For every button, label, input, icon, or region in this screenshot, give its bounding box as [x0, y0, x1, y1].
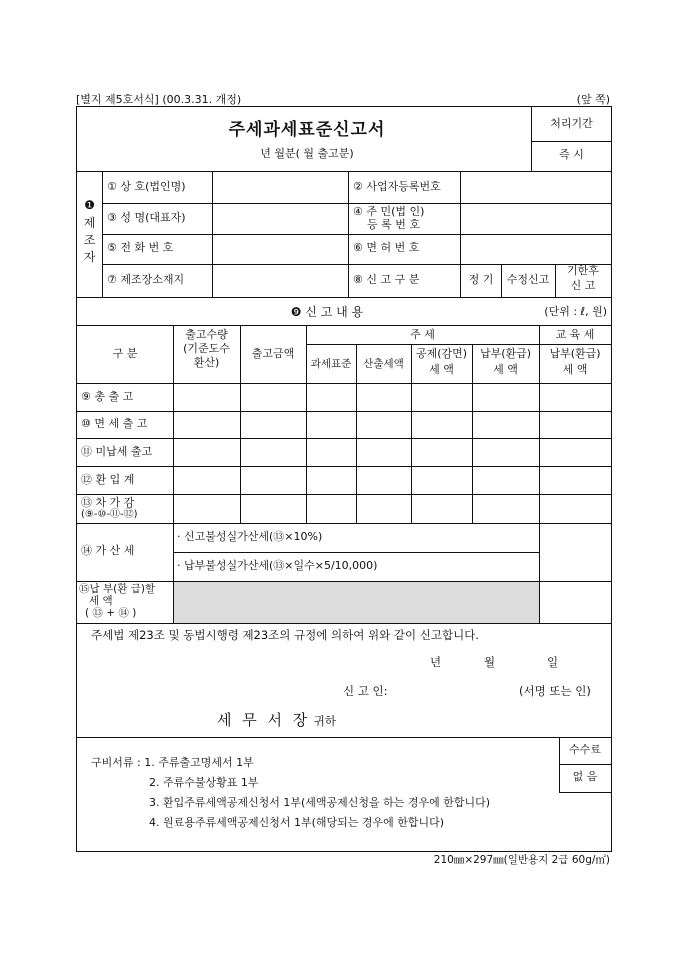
attachment-item-2: 2. 주류수불상황표 1부	[149, 776, 259, 789]
report-section-title: ❾ 신 고 내 용	[290, 305, 364, 319]
col-computed-tax: 산출세액	[363, 358, 404, 370]
report-type-late-1[interactable]: 기한후	[567, 264, 599, 277]
reporting-period: 년 월분( 월 출고분)	[260, 147, 354, 160]
license-no-field[interactable]	[461, 235, 610, 263]
representative-field[interactable]	[213, 204, 347, 233]
row-returned-total: ⑫ 환 입 계	[81, 473, 135, 486]
penalty-payment-item: · 납부불성실가산세(⑬×일수×5/10,000)	[177, 559, 378, 572]
payable-shaded-area	[174, 582, 539, 623]
col-shipped-qty-3: 환산)	[193, 356, 220, 369]
tax-office-name	[217, 712, 336, 729]
form-title: 주세과세표준신고서	[228, 120, 386, 140]
resident-no-label: ④ 주 민(법 인)	[353, 205, 425, 218]
representative-label: ③ 성 명(대표자)	[107, 211, 186, 224]
col-payment-1: 납부(환급)	[479, 347, 532, 360]
report-type-late-2[interactable]: 신 고	[570, 279, 596, 292]
col-education-tax: 교 육 세	[555, 328, 595, 341]
processing-period-value: 즉 시	[559, 148, 584, 161]
col-payment-2: 세 액	[493, 363, 518, 376]
resident-no-label-2: 등 록 번 호	[367, 218, 420, 231]
row-penalty-tax: ⑭ 가 산 세	[81, 544, 135, 557]
manufacturer-label-1: 제	[83, 216, 96, 230]
business-reg-no-field[interactable]	[461, 172, 610, 202]
company-name-field[interactable]	[213, 172, 347, 202]
attachment-item-3: 3. 환입주류세액공제신청서 1부(세액공제신청을 하는 경우에 한합니다)	[149, 796, 491, 809]
reporter-label: 신 고 인:	[343, 684, 388, 698]
attachment-item-4: 4. 원료용주류세액공제신청서 1부(해당되는 경우에 한합니다)	[149, 816, 445, 829]
row-unpaid-shipment: ⑪ 미납세 출고	[81, 445, 153, 458]
col-edu-payment-2: 세 액	[562, 363, 588, 376]
phone-field[interactable]	[213, 235, 347, 263]
signature-note: (서명 또는 인)	[519, 684, 591, 698]
fee-label: 수수료	[569, 743, 601, 756]
declaration-text: 주세법 제23조 및 동법시행령 제23조의 규정에 의하여 위와 같이 신고합니다.	[91, 628, 479, 642]
processing-period-label: 처리기간	[550, 117, 593, 130]
col-category: 구 분	[112, 347, 138, 360]
col-edu-payment-1: 납부(환급)	[549, 347, 601, 360]
col-shipped-amount: 출고금액	[251, 347, 295, 360]
page-side-label: (앞 쪽)	[576, 93, 610, 106]
row-net-amount: ⑬ 차 가 감	[81, 496, 135, 509]
phone-label: ⑤ 전 화 번 호	[107, 241, 174, 254]
manufacturer-section-mark: ❶	[84, 198, 95, 212]
col-shipped-qty-1: 출고수량	[185, 328, 228, 341]
col-deduction-1: 공제(감면)	[415, 347, 468, 360]
date-month: 월	[484, 655, 496, 669]
tax-office-suffix: 귀하	[313, 714, 336, 728]
row-total-shipment: ⑨ 총 출 고	[81, 390, 134, 403]
col-tax-base: 과세표준	[310, 358, 352, 370]
report-form	[76, 106, 612, 852]
unit-label: (단위 : ℓ, 원)	[544, 305, 607, 318]
report-type-regular[interactable]: 정 기	[468, 273, 494, 286]
factory-address-label: ⑦ 제조장소재지	[107, 273, 185, 286]
license-no-label: ⑥ 면 허 번 호	[353, 241, 420, 254]
row-exempt-shipment: ⑩ 면 세 출 고	[81, 417, 148, 430]
manufacturer-label-2: 조	[83, 233, 96, 247]
row-payable-2: 세 액	[89, 595, 113, 607]
date-year: 년	[430, 655, 442, 669]
fee-value: 없 음	[572, 770, 598, 783]
report-type-label: ⑧ 신 고 구 분	[353, 273, 420, 286]
col-liquor-tax: 주 세	[410, 328, 435, 341]
paper-spec: 210㎜×297㎜(일반용지 2급 60g/㎡)	[433, 854, 610, 866]
row-payable-1: ⑮납 부(환 급)할	[79, 583, 156, 595]
form-reference: [별지 제5호서식] (00.3.31. 개정)	[76, 93, 242, 106]
col-shipped-qty-2: (기준도수	[183, 342, 230, 355]
business-reg-no-label: ② 사업자등록번호	[353, 180, 441, 193]
attachments-label: 구비서류 : 1. 주류출고명세서 1부	[91, 756, 254, 769]
col-deduction-2: 세 액	[429, 363, 454, 376]
resident-no-field[interactable]	[461, 204, 610, 233]
factory-address-field[interactable]	[213, 265, 347, 296]
reporter-signature-field[interactable]	[407, 681, 517, 701]
date-day: 일	[547, 655, 559, 669]
tax-office: 세 무 서 장	[217, 711, 311, 729]
penalty-filing-item: · 신고불성실가산세(⑬×10%)	[177, 530, 323, 543]
row-net-formula: (⑨-⑩-⑪-⑫)	[81, 509, 138, 520]
manufacturer-label-3: 자	[83, 250, 96, 264]
company-name-label: ① 상 호(법인명)	[107, 180, 186, 193]
report-type-amended[interactable]: 수정신고	[506, 273, 550, 286]
row-payable-3: ( ⑬ + ⑭ )	[85, 607, 137, 619]
